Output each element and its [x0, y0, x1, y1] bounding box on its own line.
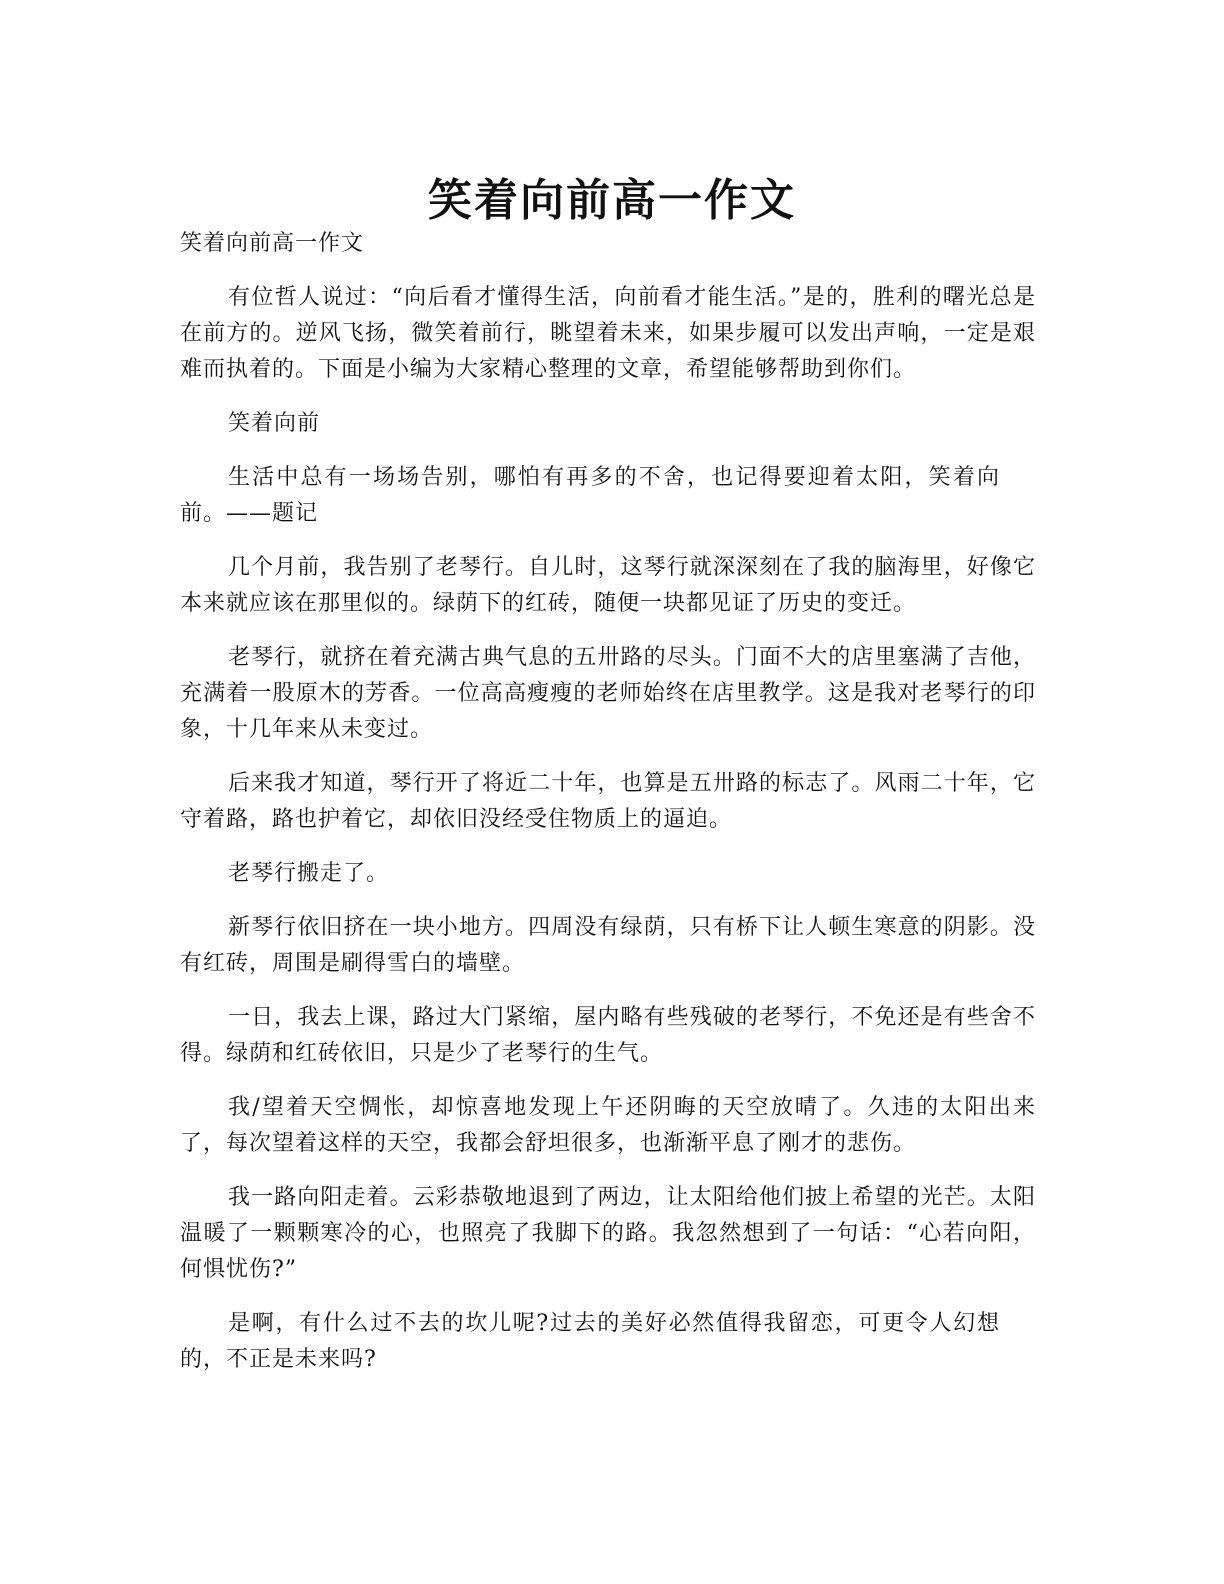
paragraph-epigraph: 生活中总有一场场告别，哪怕有再多的不舍，也记得要迎着太阳，笑着向前。——题记 [180, 465, 1000, 526]
paragraph-body: 我一路向阳走着。云彩恭敬地退到了两边，让太阳给他们披上希望的光芒。太阳温暖了一颗颗寒冷的心，也照亮了我脚下的路。我忽然想到了一句话：“心若向阳，何惧忧伤?” [180, 1185, 1036, 1282]
paragraph-body: 后来我才知道，琴行开了将近二十年，也算是五卅路的标志了。风雨二十年，它守着路，路也护着它，却依旧没经受住物质上的逼迫。 [180, 771, 1036, 832]
paragraph-body: 老琴行搬走了。 [228, 861, 390, 886]
paragraph-body: 新琴行依旧挤在一块小地方。四周没有绿荫，只有桥下让人顿生寒意的阴影。没有红砖，周围是刷得雪白的墙壁。 [180, 915, 1036, 976]
paragraph-body: 老琴行，就挤在着充满古典气息的五卅路的尽头。门面不大的店里塞满了吉他，充满着一股原木的芳香。一位高高瘦瘦的老师始终在店里教学。这是我对老琴行的印象，十几年来从未变过。 [180, 645, 1036, 742]
document-title: 笑着向前高一作文 [428, 175, 796, 227]
paragraph-body: 几个月前，我告别了老琴行。自儿时，这琴行就深深刻在了我的脑海里，好像它本来就应该在那里似的。绿荫下的红砖，随便一块都见证了历史的变迁。 [180, 555, 1036, 616]
paragraph-intro: 有位哲人说过：“向后看才懂得生活，向前看才能生活。”是的，胜利的曙光总是在前方的。逆风飞扬，微笑着前行，眺望着未来，如果步履可以发出声响，一定是艰难而执着的。下面是小编为大家精心整理的文章，希望能够帮助到你们。 [180, 285, 1036, 382]
paragraph-body: 我/望着天空惆怅，却惊喜地发现上午还阴晦的天空放晴了。久违的太阳出来了，每次望着这样的天空，我都会舒坦很多，也渐渐平息了刚才的悲伤。 [180, 1095, 1036, 1156]
paragraph-subtitle: 笑着向前高一作文 [180, 231, 365, 256]
paragraph-body: 是啊，有什么过不去的坎儿呢?过去的美好必然值得我留恋，可更令人幻想的，不正是未来吗? [180, 1311, 1000, 1372]
document-body [180, 226, 1036, 1396]
paragraph-section-heading: 笑着向前 [228, 411, 321, 436]
paragraph-body: 一日，我去上课，路过大门紧缩，屋内略有些残破的老琴行，不免还是有些舍不得。绿荫和红砖依旧，只是少了老琴行的生气。 [180, 1005, 1036, 1066]
